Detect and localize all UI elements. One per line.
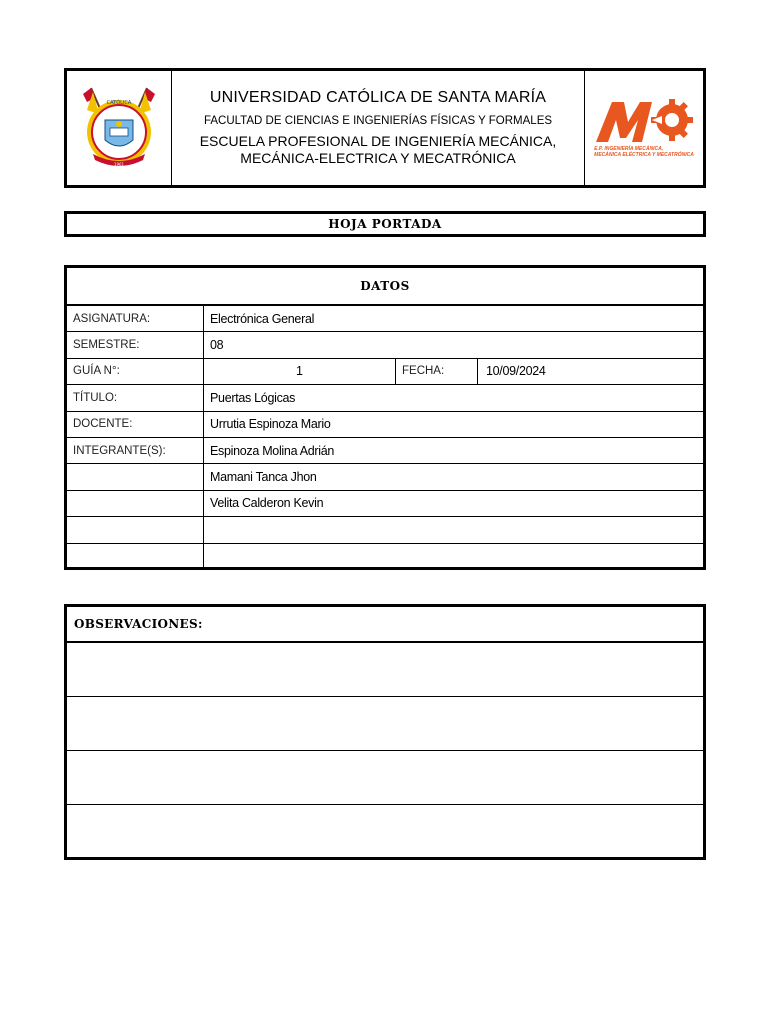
school-logo-caption-line2: MECÁNICA ELÉCTRICA Y MECATRÓNICA (594, 152, 694, 158)
observaciones-title: OBSERVACIONES: (67, 607, 703, 643)
integrantes-label-empty (67, 517, 204, 542)
school-name-line2: MECÁNICA-ELECTRICA Y MECATRÓNICA (240, 150, 516, 166)
semestre-value: 08 (210, 338, 224, 353)
asignatura-label: ASIGNATURA: (67, 306, 204, 331)
school-logo-caption (594, 146, 694, 158)
observaciones-line (67, 643, 703, 697)
integrante-value: Mamani Tanca Jhon (210, 470, 317, 485)
titulo-value: Puertas Lógicas (210, 390, 296, 405)
guia-label: GUÍA N°: (67, 359, 204, 384)
titulo-label: TÍTULO: (67, 385, 204, 410)
integrante-value (204, 517, 703, 542)
integrante-value: Velita Calderon Kevin (210, 496, 324, 511)
observaciones-line (67, 751, 703, 805)
docente-value: Urrutia Espinoza Mario (210, 417, 331, 432)
integrante-value (204, 544, 703, 570)
observaciones-line (67, 805, 703, 859)
svg-text:1961: 1961 (113, 162, 125, 167)
university-crest-icon (79, 80, 159, 176)
observaciones-table (64, 604, 706, 860)
university-logo (67, 71, 172, 185)
row-integrante-2 (67, 464, 703, 490)
row-docente (67, 412, 703, 438)
asignatura-value: Electrónica General (210, 311, 315, 326)
fecha-value: 10/09/2024 (486, 364, 546, 379)
school-logo-caption-line1: E.P. INGENIERÍA MECÁNICA, (594, 146, 664, 152)
observaciones-line (67, 697, 703, 751)
guia-value: 1 (204, 359, 396, 384)
cover-title: HOJA PORTADA (64, 211, 706, 237)
row-integrante-4 (67, 517, 703, 543)
row-semestre (67, 332, 703, 358)
faculty-name: FACULTAD DE CIENCIAS E INGENIERÍAS FÍSICAS Y FORMALES (203, 115, 553, 127)
mechanical-school-logo-icon (592, 98, 696, 144)
row-guia (67, 359, 703, 385)
university-name: UNIVERSIDAD CATÓLICA DE SANTA MARÍA (209, 89, 547, 106)
integrantes-label: INTEGRANTE(S): (67, 438, 204, 463)
document-header (64, 68, 706, 188)
integrantes-label-empty (67, 464, 204, 489)
fecha-label: FECHA: (396, 359, 478, 384)
row-integrante-5 (67, 544, 703, 570)
row-integrante-1 (67, 438, 703, 464)
docente-label: DOCENTE: (67, 412, 204, 437)
row-asignatura (67, 306, 703, 332)
school-logo (585, 71, 703, 185)
svg-text:CATÓLICA: CATÓLICA (106, 100, 132, 106)
row-integrante-3 (67, 491, 703, 517)
integrantes-label-empty (67, 544, 204, 570)
row-titulo (67, 385, 703, 411)
integrante-value: Espinoza Molina Adrián (210, 443, 335, 458)
school-name (200, 133, 557, 167)
integrantes-label-empty (67, 491, 204, 516)
school-name-line1: ESCUELA PROFESIONAL DE INGENIERÍA MECÁNICA, (199, 133, 557, 149)
datos-table (64, 265, 706, 570)
datos-title: DATOS (67, 268, 703, 306)
header-titles (172, 71, 585, 185)
semestre-label: SEMESTRE: (67, 332, 204, 357)
